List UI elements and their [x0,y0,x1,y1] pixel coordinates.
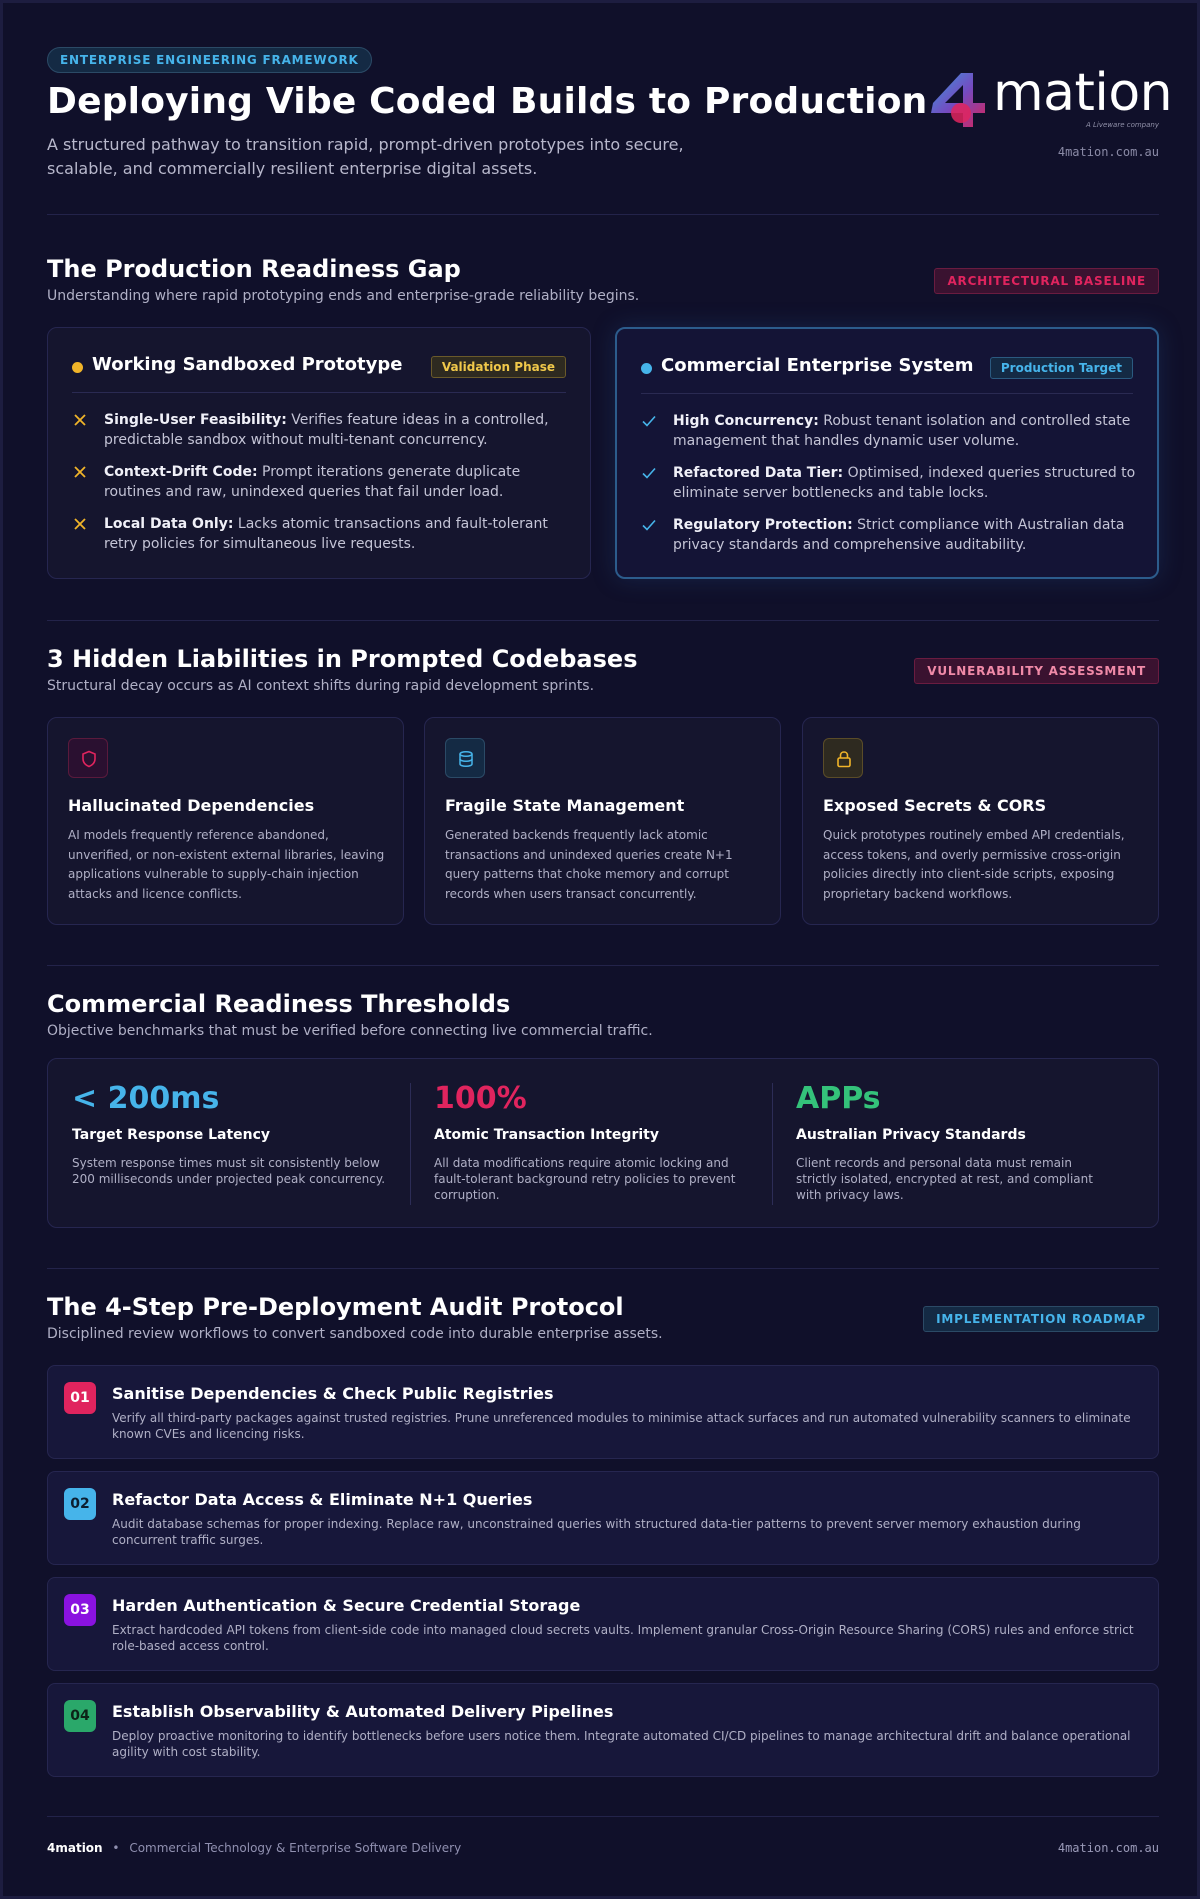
step-text: Deploy proactive monitoring to identify bottlenecks before users notice them. Integrate automated CI/CD pipelines to manage architectural drift and balance operational agility with cost stability. [112,1729,1131,1759]
section-divider [47,1268,1159,1269]
enterprise-item [641,515,1137,559]
thresholds-section-subtitle: Objective benchmarks that must be verified before connecting live commercial traffic. [47,1023,653,1039]
item-text: Lacks atomic transactions and fault-tolerant retry policies for simultaneous live requests. [104,516,548,552]
footer-url[interactable]: 4mation.com.au [1057,1841,1159,1855]
prototype-item [72,462,570,506]
threshold-text: System response times must sit consistently below 200 milliseconds under projected peak concurrency. [72,1156,386,1186]
threshold-value: 100% [434,1081,527,1116]
liability-card [802,717,1159,925]
gap-section-subtitle: Understanding where rapid prototyping ends and enterprise-grade reliability begins. [47,288,640,304]
checkmark-icon [641,465,657,481]
liability-title: Hallucinated Dependencies [68,796,315,815]
threshold-value: < 200ms [72,1081,220,1116]
section-divider [47,1816,1159,1817]
liabilities-section-title: 3 Hidden Liabilities in Prompted Codebases [47,645,638,673]
prototype-card [47,327,591,579]
production-target-tag: Production Target [990,357,1133,379]
step-title: Harden Authentication & Secure Credential Storage [112,1596,581,1615]
cross-icon [72,516,88,532]
footer-brand: 4mation [47,1841,103,1855]
threshold-item [772,1059,1134,1229]
enterprise-item [641,463,1137,507]
checkmark-icon [641,517,657,533]
implementation-roadmap-badge: IMPLEMENTATION ROADMAP [923,1306,1159,1332]
item-text: Robust tenant isolation and controlled state management that handles dynamic user volume. [673,413,1131,449]
liability-text: AI models frequently reference abandoned, unverified, or non-existent external libraries, leaving applications vulnerable to supply-chain injection attacks and licence conflicts. [68,828,385,901]
shield-icon [80,750,98,768]
item-bold: High Concurrency: [673,413,819,429]
liability-card [47,717,404,925]
liability-text: Generated backends frequently lack atomic transactions and unindexed queries create N+1 query patterns that choke memory and corrupt records when users transact concurrently. [445,828,733,901]
audit-step [47,1365,1159,1459]
database-icon [457,750,475,768]
footer-tagline: Commercial Technology & Enterprise Software Delivery [129,1841,462,1855]
liability-icon-box [823,738,863,778]
gap-section-title: The Production Readiness Gap [47,255,461,283]
step-number: 02 [64,1488,96,1520]
vulnerability-assessment-badge: VULNERABILITY ASSESSMENT [914,658,1159,684]
item-bold: Refactored Data Tier: [673,465,844,481]
liability-title: Fragile State Management [445,796,685,815]
prototype-item [72,410,570,454]
threshold-text: All data modifications require atomic locking and fault-tolerant background retry policies to prevent corruption. [434,1156,736,1202]
cross-icon [72,412,88,428]
liability-text: Quick prototypes routinely embed API credentials, access tokens, and overly permissive cross-origin policies directly into client-side scripts, exposing proprietary backend workflows. [823,828,1125,901]
threshold-label: Target Response Latency [72,1127,271,1143]
liability-icon-box [445,738,485,778]
amber-status-dot [72,362,83,373]
item-bold: Single-User Feasibility: [104,412,287,428]
audit-step [47,1577,1159,1671]
blue-status-dot [641,363,652,374]
item-text: Verifies feature ideas in a controlled, predictable sandbox without multi-tenant concurrency. [104,412,549,448]
lock-icon [835,750,853,768]
enterprise-card-title: Commercial Enterprise System [661,355,974,376]
threshold-item [410,1059,772,1229]
item-bold: Regulatory Protection: [673,517,853,533]
step-text: Extract hardcoded API tokens from client-side code into managed cloud secrets vaults. Implement granular Cross-Origin Resource Sharing (CORS) rules and enforce strict role-based access control. [112,1623,1134,1653]
footer-brand-line [47,1841,461,1855]
architectural-baseline-badge: ARCHITECTURAL BASELINE [934,268,1159,294]
liability-title: Exposed Secrets & CORS [823,796,1047,815]
thresholds-panel [47,1058,1159,1228]
step-number: 04 [64,1700,96,1732]
section-divider [47,965,1159,966]
card-divider [72,392,566,393]
threshold-label: Atomic Transaction Integrity [434,1127,659,1143]
step-text: Audit database schemas for proper indexing. Replace raw, unconstrained queries with structured data-tier patterns to prevent server memory exhaustion during concurrent traffic surges. [112,1517,1081,1547]
item-text: Optimised, indexed queries structured to eliminate server bottlenecks and table locks. [673,465,1136,501]
page-subtitle: A structured pathway to transition rapid, prompt-driven prototypes into secure, scalable, and commercially resilient enterprise digital assets. [47,135,684,178]
threshold-value: APPs [796,1081,881,1116]
threshold-label: Australian Privacy Standards [796,1127,1026,1143]
threshold-text: Client records and personal data must remain strictly isolated, encrypted at rest, and compliant with privacy laws. [796,1156,1093,1202]
validation-phase-tag: Validation Phase [431,356,566,378]
step-number: 01 [64,1382,96,1414]
audit-section-subtitle: Disciplined review workflows to convert sandboxed code into durable enterprise assets. [47,1326,663,1342]
item-text: Prompt iterations generate duplicate routines and raw, unindexed queries that fail under load. [104,464,521,500]
cross-icon [72,464,88,480]
step-title: Establish Observability & Automated Delivery Pipelines [112,1702,614,1721]
step-title: Sanitise Dependencies & Check Public Registries [112,1384,554,1403]
item-bold: Local Data Only: [104,516,234,532]
prototype-card-title: Working Sandboxed Prototype [92,354,403,375]
checkmark-icon [641,413,657,429]
header-url[interactable]: 4mation.com.au [1057,145,1159,159]
enterprise-card [615,327,1159,579]
step-text: Verify all third-party packages against trusted registries. Prune unreferenced modules to minimise attack surfaces and run automated vulnerability scanners to eliminate known CVEs and licencing risks. [112,1411,1131,1441]
eyebrow-badge: ENTERPRISE ENGINEERING FRAMEWORK [47,47,372,73]
liability-icon-box [68,738,108,778]
footer-separator: • [112,1841,120,1855]
item-bold: Context-Drift Code: [104,464,258,480]
logo-tagline: A Liveware company [1086,121,1159,129]
liabilities-section-subtitle: Structural decay occurs as AI context shifts during rapid development sprints. [47,678,595,694]
section-divider [47,214,1159,215]
audit-section-title: The 4-Step Pre-Deployment Audit Protocol [47,1293,624,1321]
company-logo[interactable] [923,63,1173,133]
audit-step [47,1683,1159,1777]
logo-4-mark-icon [923,69,995,133]
step-title: Refactor Data Access & Eliminate N+1 Queries [112,1490,533,1509]
page-title: Deploying Vibe Coded Builds to Production [47,81,928,122]
item-text: Strict compliance with Australian data privacy standards and comprehensive auditability. [673,517,1125,553]
thresholds-section-title: Commercial Readiness Thresholds [47,990,511,1018]
logo-wordmark: mation [993,63,1173,123]
audit-step [47,1471,1159,1565]
card-divider [641,393,1133,394]
threshold-item [48,1059,410,1229]
liability-card [424,717,781,925]
prototype-item [72,514,570,558]
enterprise-item [641,411,1137,455]
step-number: 03 [64,1594,96,1626]
section-divider [47,620,1159,621]
